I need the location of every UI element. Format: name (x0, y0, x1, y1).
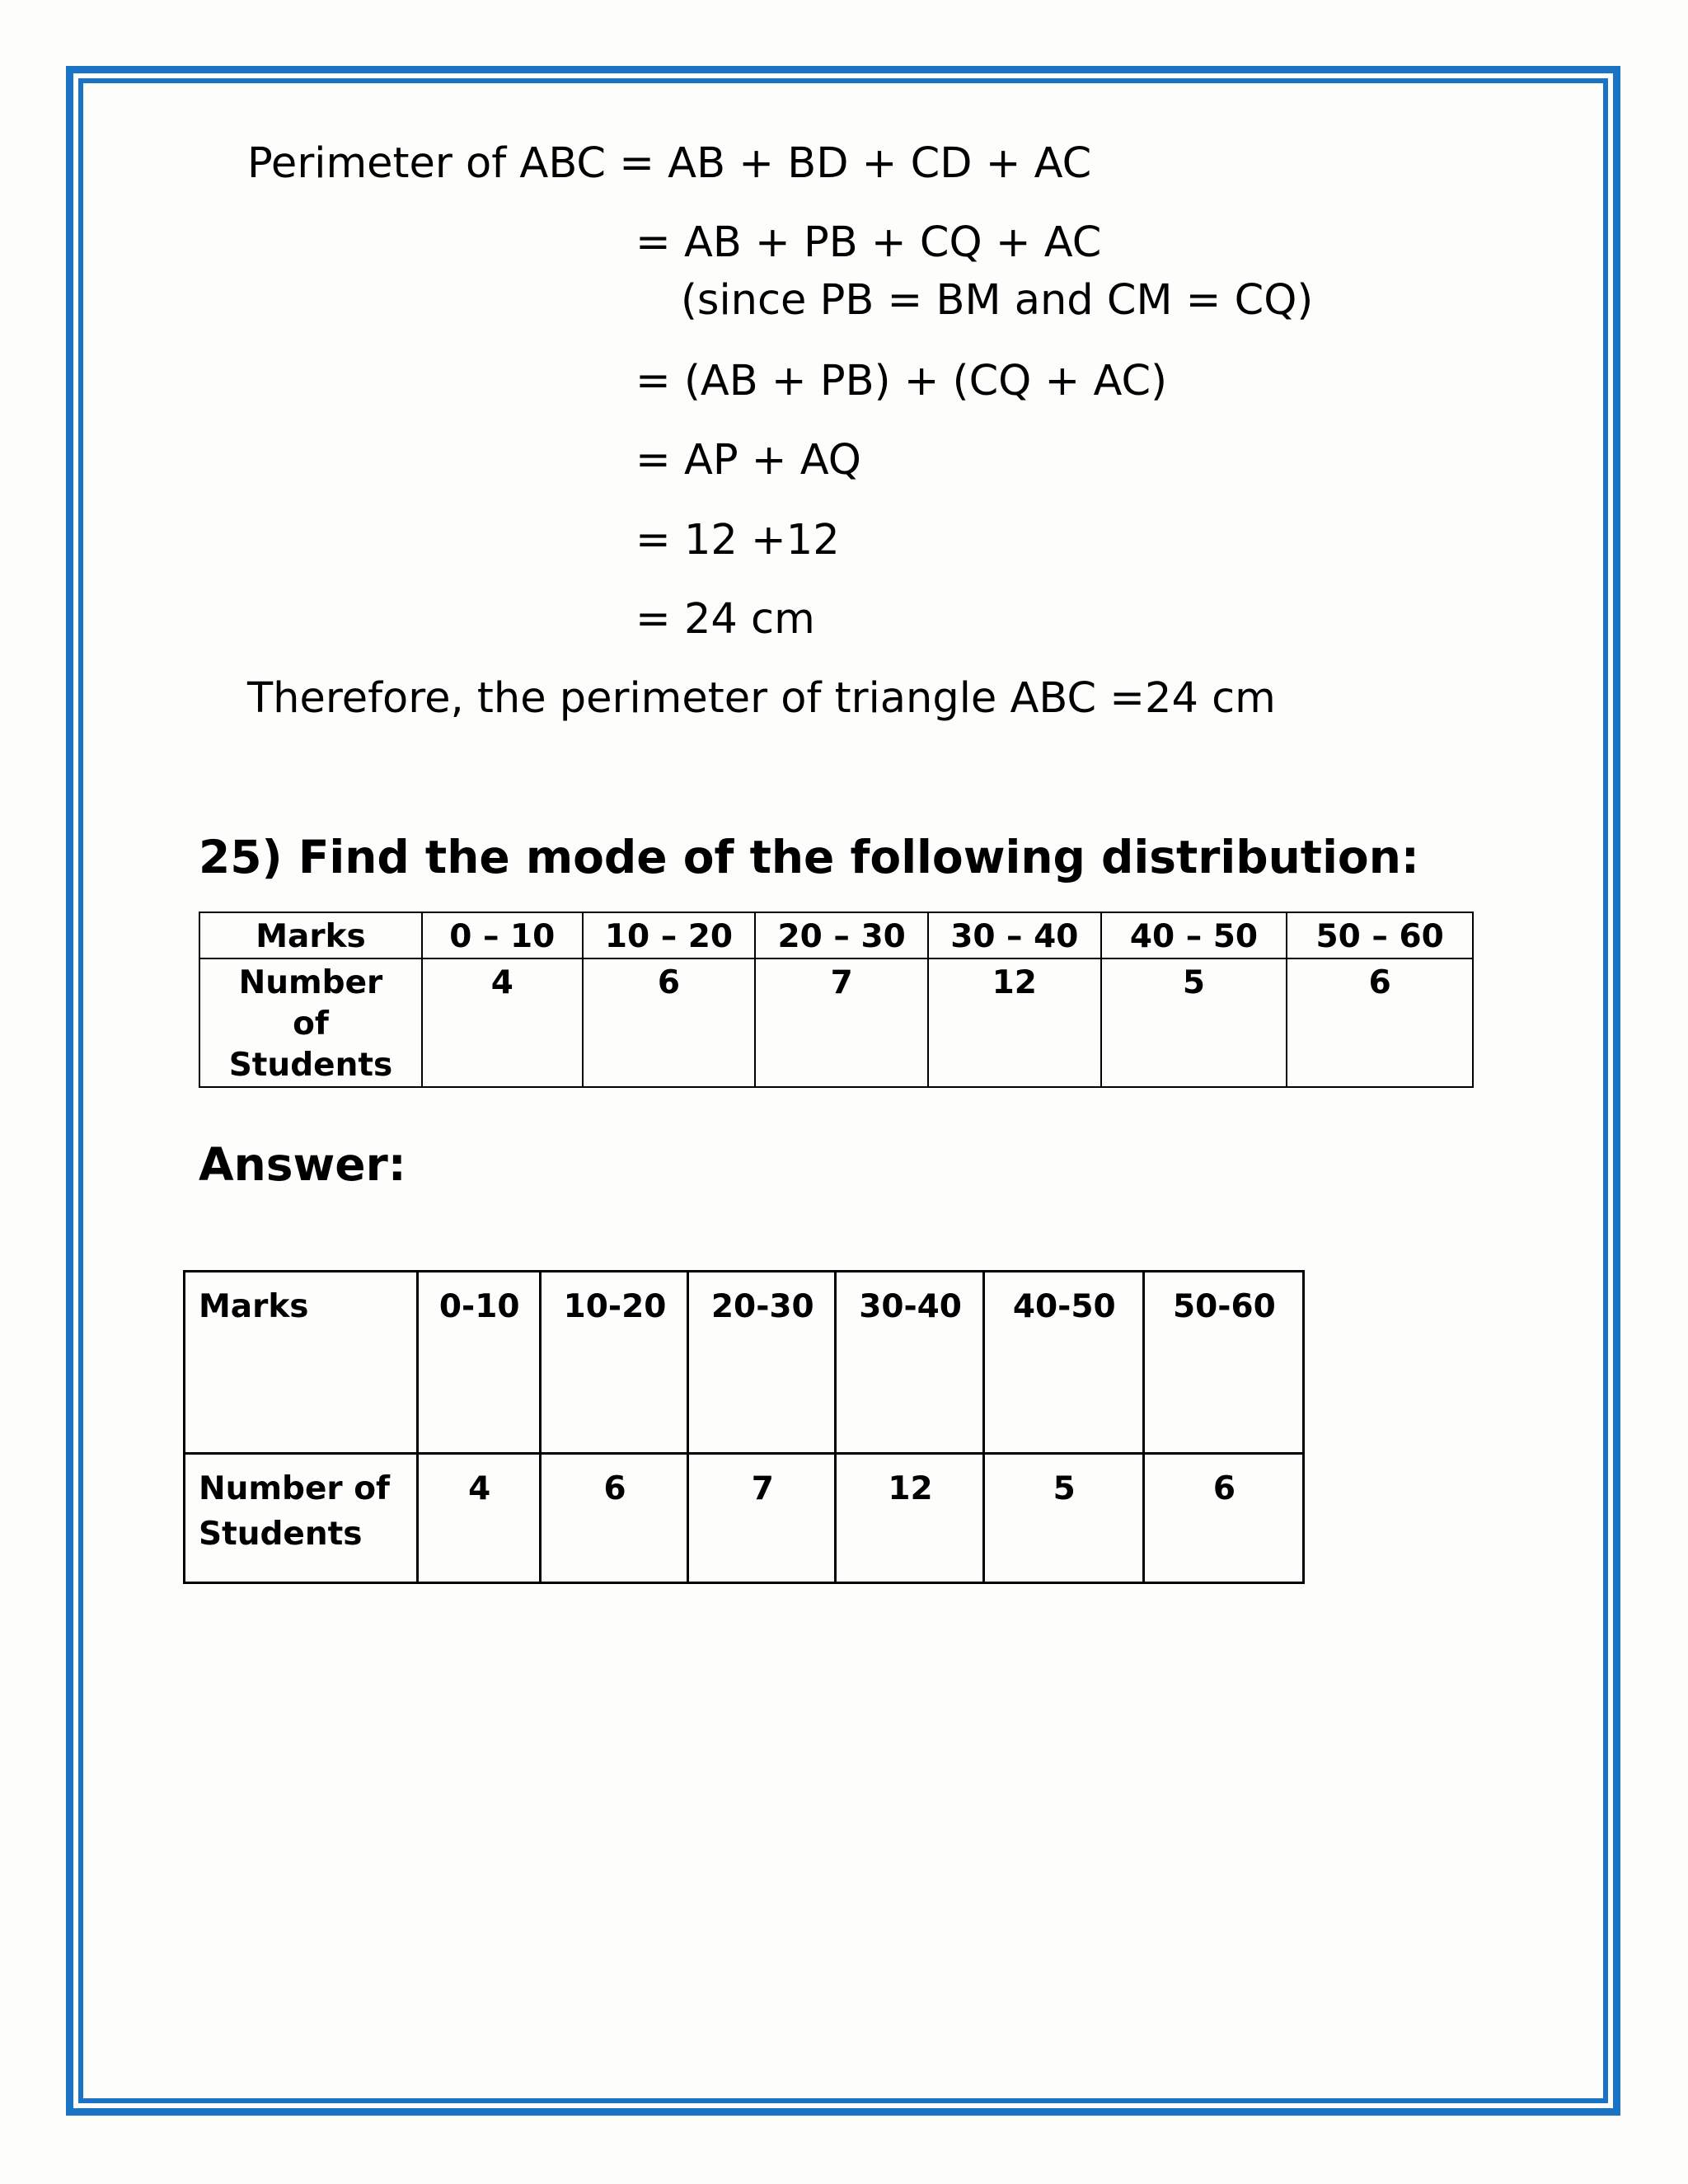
answer-label: Answer: (199, 1138, 406, 1191)
solution-line-6: = 12 +12 (635, 516, 840, 565)
solution-line-7: = 24 cm (635, 595, 815, 644)
interval-cell: 50-60 (1143, 1272, 1303, 1454)
solution-line-1: Perimeter of ABC = AB + BD + CD + AC (247, 139, 1092, 188)
row-header-number-of-students: Number of Students (199, 958, 422, 1087)
row-header-marks: Marks (199, 912, 422, 958)
interval-cell: 10-20 (540, 1272, 687, 1454)
frequency-cell: 6 (1287, 958, 1473, 1087)
table-row (185, 1272, 1304, 1454)
question-title: 25) Find the mode of the following distribution: (199, 831, 1419, 883)
interval-cell: 20-30 (688, 1272, 836, 1454)
frequency-cell: 12 (928, 958, 1101, 1087)
interval-cell: 0-10 (417, 1272, 540, 1454)
frequency-cell: 4 (417, 1454, 540, 1583)
table-row (199, 912, 1473, 958)
frequency-cell: 7 (755, 958, 928, 1087)
interval-cell: 40-50 (983, 1272, 1143, 1454)
answer-table (183, 1270, 1305, 1584)
frequency-cell: 6 (540, 1454, 687, 1583)
question-table (199, 912, 1474, 1088)
solution-line-3: (since PB = BM and CM = CQ) (681, 276, 1314, 325)
table-row (199, 958, 1473, 1087)
solution-line-5: = AP + AQ (635, 436, 861, 485)
frequency-cell: 5 (1101, 958, 1287, 1087)
solution-line-4: = (AB + PB) + (CQ + AC) (635, 357, 1167, 405)
interval-cell: 50 – 60 (1287, 912, 1473, 958)
frequency-cell: 5 (983, 1454, 1143, 1583)
solution-conclusion: Therefore, the perimeter of triangle ABC =24 cm (247, 674, 1276, 723)
frequency-cell: 6 (583, 958, 756, 1087)
frequency-cell: 4 (422, 958, 583, 1087)
frequency-cell: 6 (1143, 1454, 1303, 1583)
interval-cell: 30-40 (836, 1272, 983, 1454)
row-header-marks: Marks (185, 1272, 418, 1454)
row-header-number-of-students: Number of Students (185, 1454, 418, 1583)
frequency-cell: 7 (688, 1454, 836, 1583)
solution-line-2: = AB + PB + CQ + AC (635, 218, 1102, 267)
interval-cell: 40 – 50 (1101, 912, 1287, 958)
interval-cell: 20 – 30 (755, 912, 928, 958)
frequency-cell: 12 (836, 1454, 983, 1583)
interval-cell: 10 – 20 (583, 912, 756, 958)
interval-cell: 0 – 10 (422, 912, 583, 958)
table-row (185, 1454, 1304, 1583)
interval-cell: 30 – 40 (928, 912, 1101, 958)
